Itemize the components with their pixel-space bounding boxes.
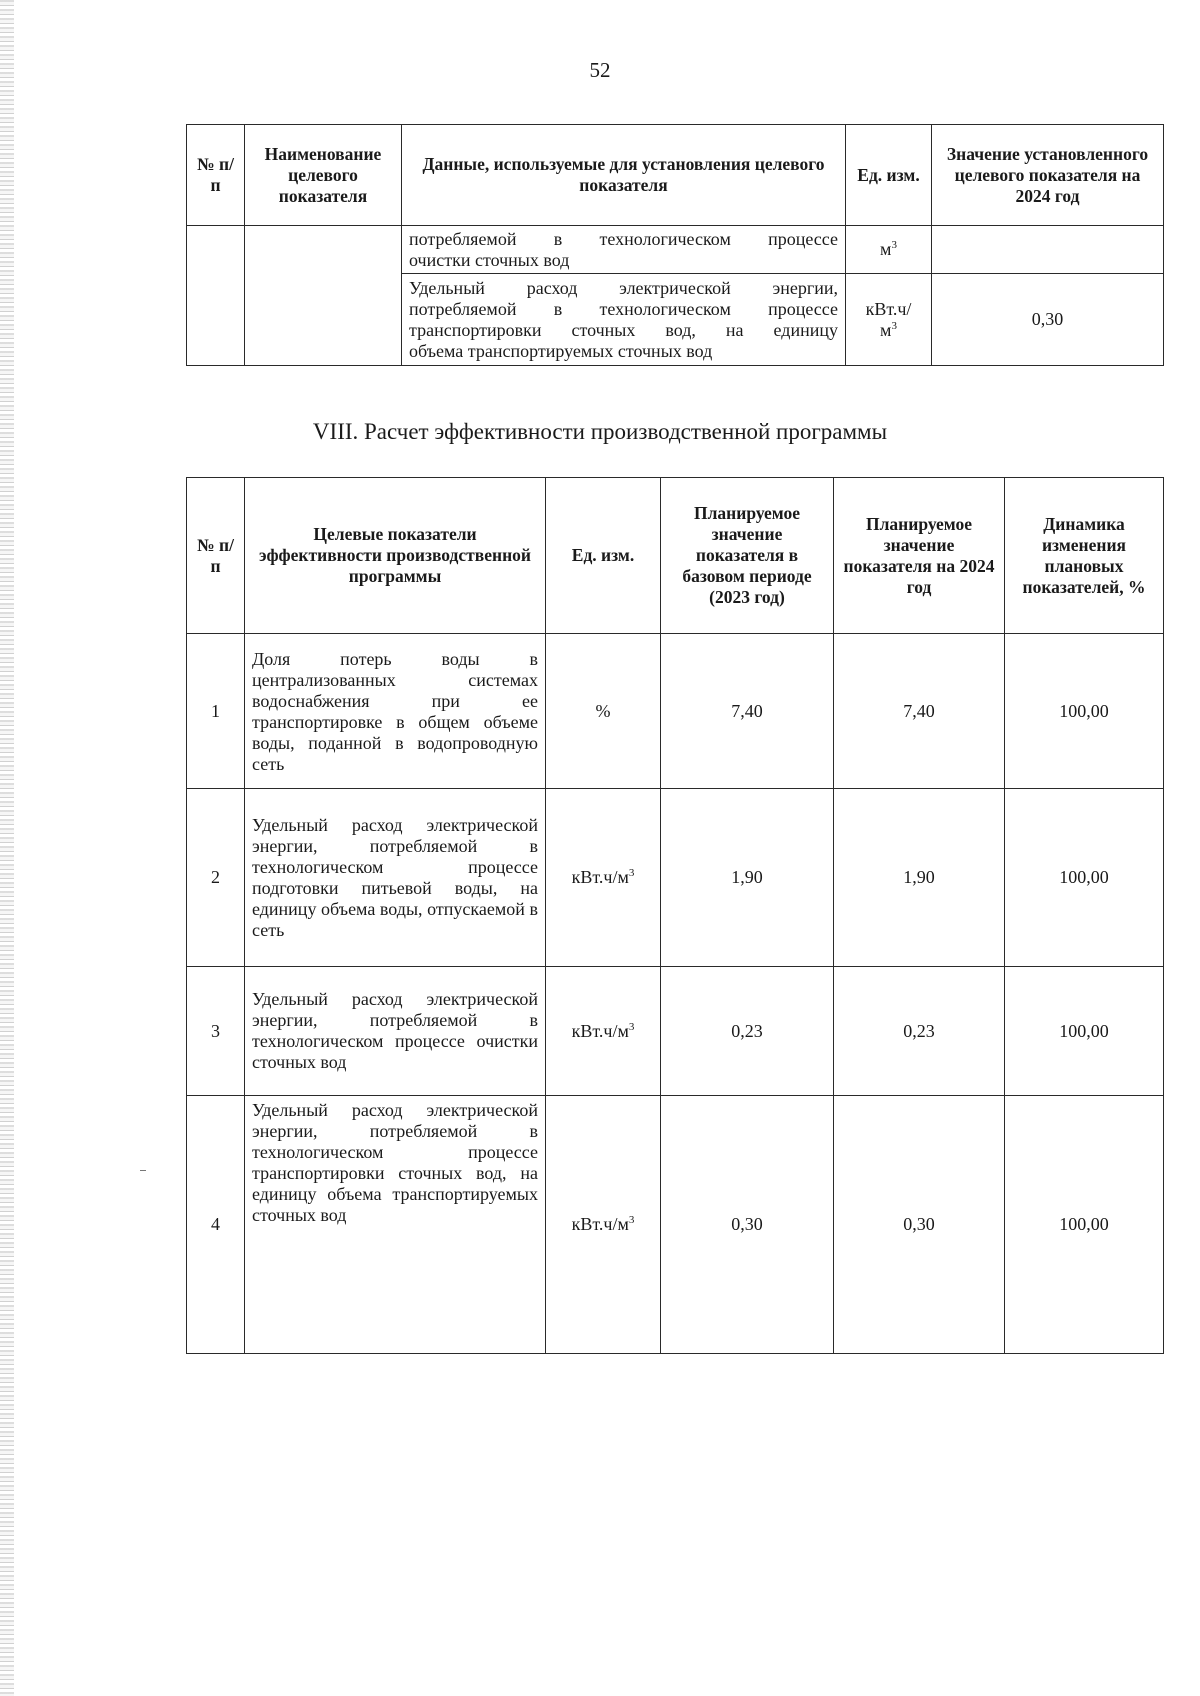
- t1-row2-data-line: транспортировки сточных вод, на единицу: [409, 319, 838, 340]
- t2-row4-unit-sup: 3: [628, 1214, 635, 1226]
- t1-row1-unit: [846, 226, 932, 274]
- t2-row3-plan: 0,23: [834, 967, 1005, 1096]
- table-row: [187, 634, 1164, 789]
- t1-row1-data-line: потребляемой в технологическом процессе: [409, 228, 838, 249]
- t2-row1-unit: [546, 634, 661, 789]
- t2-header-unit: Ед. изм.: [546, 478, 661, 634]
- t1-header-name: Наименование целевого показателя: [245, 125, 402, 226]
- t2-row4-name: Удельный расход электрической энергии, потребляемой в технологическом процессе транспортировки сточных вод, на единицу объема транспортируемых сточных вод: [245, 1096, 546, 1354]
- t2-header-name: Целевые показатели эффективности производственной программы: [245, 478, 546, 634]
- table-row: [187, 226, 1164, 274]
- t2-row3-dyn: 100,00: [1005, 967, 1164, 1096]
- t2-row2-dyn: 100,00: [1005, 789, 1164, 967]
- scan-edge-artifact: [0, 0, 14, 1696]
- t2-row2-plan: 1,90: [834, 789, 1005, 967]
- t1-row1-data-line: очистки сточных вод: [409, 249, 570, 270]
- table-row: [187, 1096, 1164, 1354]
- t2-row2-name: Удельный расход электрической энергии, потребляемой в технологическом процессе подготовки питьевой воды, на единицу объема воды, отпускаемой в сеть: [245, 789, 546, 967]
- t1-row1-unit-text: м: [880, 239, 892, 259]
- t1-row2-unit-line1: кВт.ч/: [865, 298, 912, 319]
- t2-header-num: № п/п: [187, 478, 245, 634]
- t2-row1-base: 7,40: [661, 634, 834, 789]
- t2-row3-unit: [546, 967, 661, 1096]
- t2-row4-base: 0,30: [661, 1096, 834, 1354]
- t2-row3-unit-text: кВт.ч/м: [571, 1020, 629, 1041]
- t2-row2-unit-text: кВт.ч/м: [571, 867, 629, 887]
- table2-header-row: [187, 478, 1164, 634]
- t1-header-unit: Ед. изм.: [846, 125, 932, 226]
- t2-row2-unit: [546, 789, 661, 967]
- t2-row4-plan: 0,30: [834, 1096, 1005, 1354]
- t1-header-data: Данные, используемые для установления целевого показателя: [402, 125, 846, 226]
- t1-row2-unit-line2: [853, 320, 924, 341]
- t1-row2-unit: [846, 274, 932, 366]
- t2-row3-base: 0,23: [661, 967, 834, 1096]
- efficiency-calculation-table: [186, 477, 1164, 1354]
- t1-row2-value: 0,30: [932, 274, 1164, 366]
- t2-row1-dyn: 100,00: [1005, 634, 1164, 789]
- t2-row4-dyn: 100,00: [1005, 1096, 1164, 1354]
- table-row: [187, 789, 1164, 967]
- t2-row2-unit-sup: 3: [628, 867, 635, 879]
- t1-row2-data-line: объема транспортируемых сточных вод: [409, 340, 713, 361]
- t1-row2-data: [402, 274, 846, 366]
- t1-row2-unit-sup: 3: [891, 319, 897, 332]
- page-number: 52: [589, 58, 611, 82]
- t2-row3-num: 3: [187, 967, 245, 1096]
- t1-row1-unit-sup: 3: [891, 239, 897, 251]
- t2-row4-unit: [546, 1096, 661, 1354]
- table-row: [187, 967, 1164, 1096]
- t1-row2-data-line: Удельный расход электрической энергии,: [409, 277, 838, 298]
- t1-row1-name: [245, 226, 402, 366]
- t2-row3-name: Удельный расход электрической энергии, потребляемой в технологическом процессе очистки сточных вод: [245, 967, 546, 1096]
- t2-row2-base: 1,90: [661, 789, 834, 967]
- t2-row1-plan: 7,40: [834, 634, 1005, 789]
- t2-row1-num: 1: [187, 634, 245, 789]
- t1-header-value: Значение установленного целевого показателя на 2024 год: [932, 125, 1164, 226]
- scan-speck: [140, 1170, 146, 1171]
- t1-row1-value: [932, 226, 1164, 274]
- t2-row4-unit-text: кВт.ч/м: [571, 1214, 629, 1234]
- target-indicators-table-continued: [186, 124, 1164, 366]
- t2-header-dyn: Динамика изменения плановых показателей, %: [1005, 478, 1164, 634]
- t2-row1-unit-text: %: [595, 700, 611, 721]
- t2-header-plan: Планируемое значение показателя на 2024 год: [834, 478, 1005, 634]
- t2-row1-name: Доля потерь воды в централизованных системах водоснабжения при ее транспортировке в общем объеме воды, поданной в водопроводную сеть: [245, 634, 546, 789]
- t1-row2-unit-text: м: [880, 319, 892, 340]
- t2-row2-num: 2: [187, 789, 245, 967]
- t2-header-base: Планируемое значение показателя в базовом периоде (2023 год): [661, 478, 834, 634]
- t1-row1-data: [402, 226, 846, 274]
- t1-header-num: № п/п: [187, 125, 245, 226]
- table1-header-row: [187, 125, 1164, 226]
- t2-row3-unit-sup: 3: [628, 1020, 635, 1033]
- section-title: VIII. Расчет эффективности производственной программы: [312, 419, 888, 444]
- t1-row2-data-line: потребляемой в технологическом процессе: [409, 298, 838, 319]
- t2-row4-num: 4: [187, 1096, 245, 1354]
- t1-row1-num: [187, 226, 245, 366]
